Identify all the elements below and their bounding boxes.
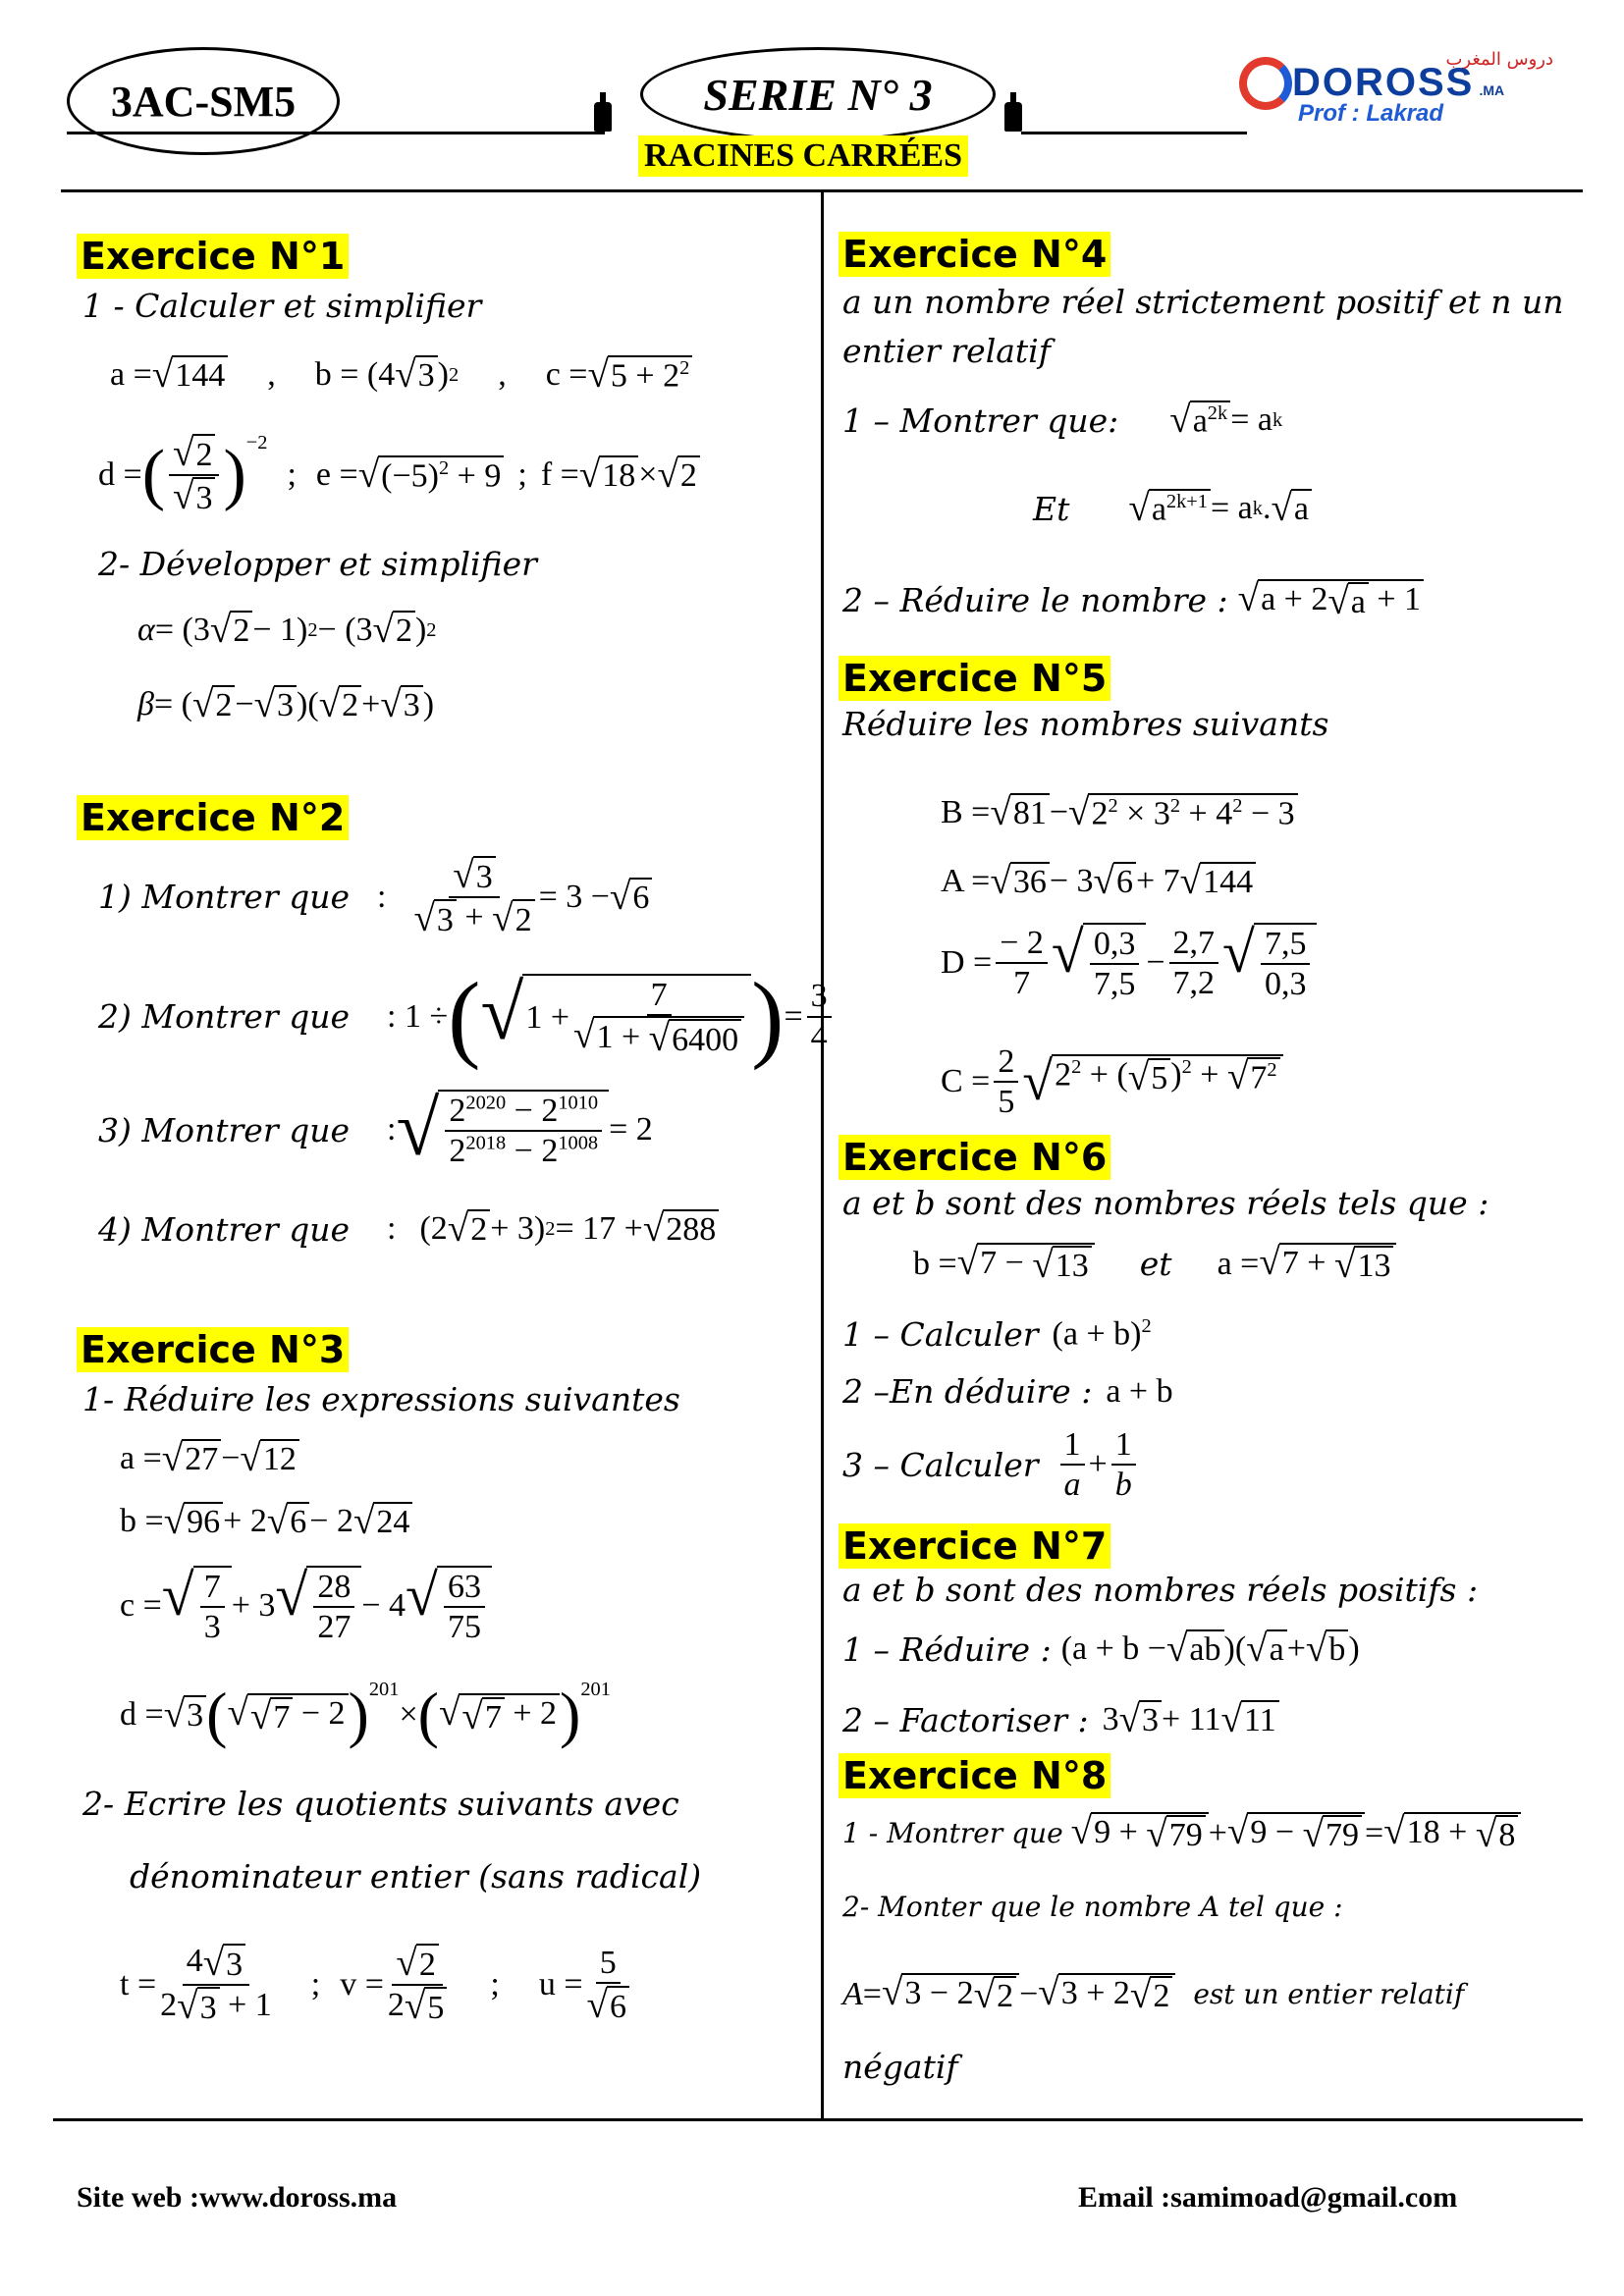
logo — [1239, 49, 1563, 127]
ex4-q1-et: Et √ $a^{2k+1}$ = a k . √ a — [1033, 489, 1312, 528]
ex3-q2-line2: dénominateur entier (sans radical) — [130, 1857, 702, 1896]
ex2-item-4-label: 4) Montrer que — [98, 1209, 351, 1249]
serie-title: SERIE N° 3 — [703, 69, 933, 120]
ex1-q2: 2- Développer et simplifier — [98, 545, 537, 583]
header-rule-left — [67, 132, 605, 134]
ex3-formula-d: d = √ 3 ( √ √ 7 − 2 ) $^{201}$ × ( √ √ 7 + 2 ) $^{201}$ — [120, 1679, 611, 1749]
ex8-title: Exercice N°8 — [839, 1753, 1110, 1798]
ex8-section — [839, 1753, 1110, 1798]
ex8-q1: 1 - Montrer que √ 9 + √ 79 + √ 9 − √ 79 = √ 18 + √ 8 — [842, 1812, 1521, 1854]
ex3-q1: 1- Réduire les expressions suivantes — [82, 1380, 680, 1418]
logo-mark-icon — [1239, 57, 1292, 110]
ex6-q1-label: 1 – Calculer — [842, 1315, 1039, 1354]
ex2-section — [77, 795, 349, 840]
ex1-title: Exercice N°1 — [77, 234, 349, 279]
ex3-title: Exercice N°3 — [77, 1327, 349, 1372]
ex2-item-4: 4) Montrer que : (2 √ 2 + 3) 2 = 17 + √ 288 — [98, 1209, 719, 1249]
bottom-rule — [53, 2118, 1583, 2121]
ex6-q2-label: 2 –En déduire : — [842, 1372, 1093, 1411]
ex7-section — [839, 1523, 1110, 1569]
ex6-et-label: et — [1139, 1245, 1172, 1284]
ex5-section — [839, 656, 1110, 701]
subtitle: RACINES CARRÉES — [638, 135, 968, 177]
ex5-intro: Réduire les nombres suivants — [842, 705, 1329, 743]
footer-site: Site web :www.doross.ma — [77, 2181, 398, 2214]
ex8-q2: 2- Monter que le nombre A tel que : — [842, 1891, 1343, 1923]
ex3-formula-a: a = √ 27 − √ 12 — [120, 1439, 299, 1478]
ex4-section — [839, 232, 1110, 277]
ex2-item-2: 2) Montrer que : 1 ÷ ( √ 1 + 7 √ 1 + √ 6400 ) = $\frac{3}{4}$ — [98, 960, 836, 1073]
ex5-formula-B: B = √ 81 − √ $2^2 \times 3^2 + 4^2 - 3$ — [941, 793, 1298, 832]
logo-arabic: دروس المغرب — [1445, 49, 1553, 70]
ex8-formula-A: A = √ 3 − 2 √ 2 − √ 3 + 2 √ 2 est un entier relatif — [842, 1971, 1465, 2017]
ex7-q1: 1 – Réduire : (a + b − √ ab )( √ a + √ b ) — [842, 1628, 1360, 1670]
weight-icon — [594, 102, 612, 132]
class-badge-text: 3AC-SM5 — [110, 77, 297, 126]
logo-prof: Prof : Lakrad — [1298, 100, 1444, 127]
footer-email: Email :samimoad@gmail.com — [1078, 2181, 1458, 2214]
ex4-intro-line1: a un nombre réel strictement positif et n un — [842, 283, 1564, 321]
ex3-section — [77, 1327, 349, 1372]
logo-suffix: .MA — [1479, 82, 1505, 98]
logo-name: DOROSS — [1292, 61, 1475, 104]
ex6-title: Exercice N°6 — [839, 1135, 1110, 1180]
ex6-intro: a et b sont des nombres réels tels que : — [842, 1184, 1489, 1222]
ex1-formula-abc: a = √ 144 , b = (4 √ 3 ) 2 , c = √ $5 + 2^2$ — [110, 355, 692, 395]
ex5-formula-A: A = √ 36 − 3 √ 6 + 7 √ 144 — [941, 862, 1256, 901]
column-divider — [821, 191, 824, 2120]
ex6-q2: 2 –En déduire : a + b — [842, 1372, 1173, 1411]
ex7-intro: a et b sont des nombres réels positifs : — [842, 1571, 1479, 1609]
ex3-q2-line1: 2- Ecrire les quotients suivants avec — [82, 1785, 679, 1823]
ex2-item-2-label: 2) Montrer que — [98, 997, 351, 1036]
ex8-q2-tail: est un entier relatif — [1193, 1978, 1465, 2011]
ex2-item-1: 1) Montrer que : √ 3 √ 3 + √ 2 = 3 − √ 6 — [98, 854, 652, 940]
ex6-formula-ab: b = √ 7 − √ 13 et a = √ 7 + √ 13 — [913, 1243, 1396, 1285]
ex4-q1-label: 1 – Montrer que: — [842, 400, 1119, 440]
ex2-item-3: 3) Montrer que : √ $\frac{2^{2020} - 2^{1010}}{2^{2018} - 2^{1008}}$ = 2 — [98, 1086, 653, 1172]
ex4-title: Exercice N°4 — [839, 232, 1110, 277]
weight-icon — [1004, 102, 1022, 132]
ex5-title: Exercice N°5 — [839, 656, 1110, 701]
ex6-q1: 1 – Calculer $(a + b)^2$ — [842, 1315, 1152, 1354]
ex2-item-1-label: 1) Montrer que — [98, 878, 351, 917]
ex1-formula-beta: β = ( √ 2 − √ 3 )( √ 2 + √ 3 ) — [137, 683, 435, 725]
ex4-q1: 1 – Montrer que: √ $a^{2k}$ = a k — [842, 399, 1283, 441]
ex6-q3-label: 3 – Calculer — [842, 1445, 1039, 1484]
ex7-title: Exercice N°7 — [839, 1523, 1110, 1569]
ex1-section — [77, 234, 349, 279]
ex8-q1-label: 1 - Montrer que — [842, 1817, 1063, 1850]
ex7-q2-label: 2 – Factoriser : — [842, 1700, 1089, 1739]
ex2-title: Exercice N°2 — [77, 795, 349, 840]
serie-title-box — [640, 47, 996, 141]
class-badge — [67, 47, 340, 155]
ex2-item-3-label: 3) Montrer que — [98, 1110, 351, 1149]
ex4-et-label: Et — [1033, 489, 1070, 528]
ex3-formula-c: c = √ $\frac{7}{3}$ + 3 √ $\frac{28}{27}$ − 4 √ $\frac{63}{75}$ — [120, 1566, 492, 1646]
ex1-formula-alpha: α = (3 √ 2 − 1) 2 − (3 √ 2 ) 2 — [137, 609, 437, 651]
ex4-q2: 2 – Réduire le nombre : √ a + 2 √ a + 1 — [842, 579, 1424, 621]
ex6-q3: 3 – Calculer $\frac{1}{a}$ + $\frac{1}{b}$ — [842, 1425, 1140, 1504]
ex1-q1: 1 - Calculer et simplifier — [82, 287, 482, 325]
ex4-intro-line2: entier relatif — [842, 332, 1051, 370]
ex8-q2-end: négatif — [842, 2048, 958, 2086]
ex6-section — [839, 1135, 1110, 1180]
header-rule-right — [1021, 132, 1247, 134]
ex7-q1-label: 1 – Réduire : — [842, 1629, 1052, 1669]
ex3-formula-b: b = √ 96 + 2 √ 6 − 2 √ 24 — [120, 1502, 412, 1541]
ex5-formula-C: C = $\frac{2}{5}$ √ $2^2$ + ( √ 5 )$^2$ + √ $7^2$ — [941, 1042, 1283, 1121]
ex1-formula-def: d = ( √ 2 √ 3 ) $^{-2}$ ; e = √ $(-5)^2 + 9$ ; f = √ 18 × √ 2 — [98, 432, 700, 518]
ex4-q2-label: 2 – Réduire le nombre : — [842, 581, 1228, 620]
ex5-formula-D: D = $\frac{- 2}{7}$ √ $\frac{0,3}{7,5}$ − $\frac{2,7}{7,2}$ √ $\frac{7,5}{0,3}$ — [941, 923, 1317, 1003]
ex3-formula-quotients: t = 4 √ 3 2 √ 3 + 1 ; v = √ 2 2 √ 5 ; u = 5 √ 6 — [120, 1942, 633, 2028]
ex7-q2: 2 – Factoriser : 3 √ 3 + 11 √ 11 — [842, 1700, 1279, 1739]
